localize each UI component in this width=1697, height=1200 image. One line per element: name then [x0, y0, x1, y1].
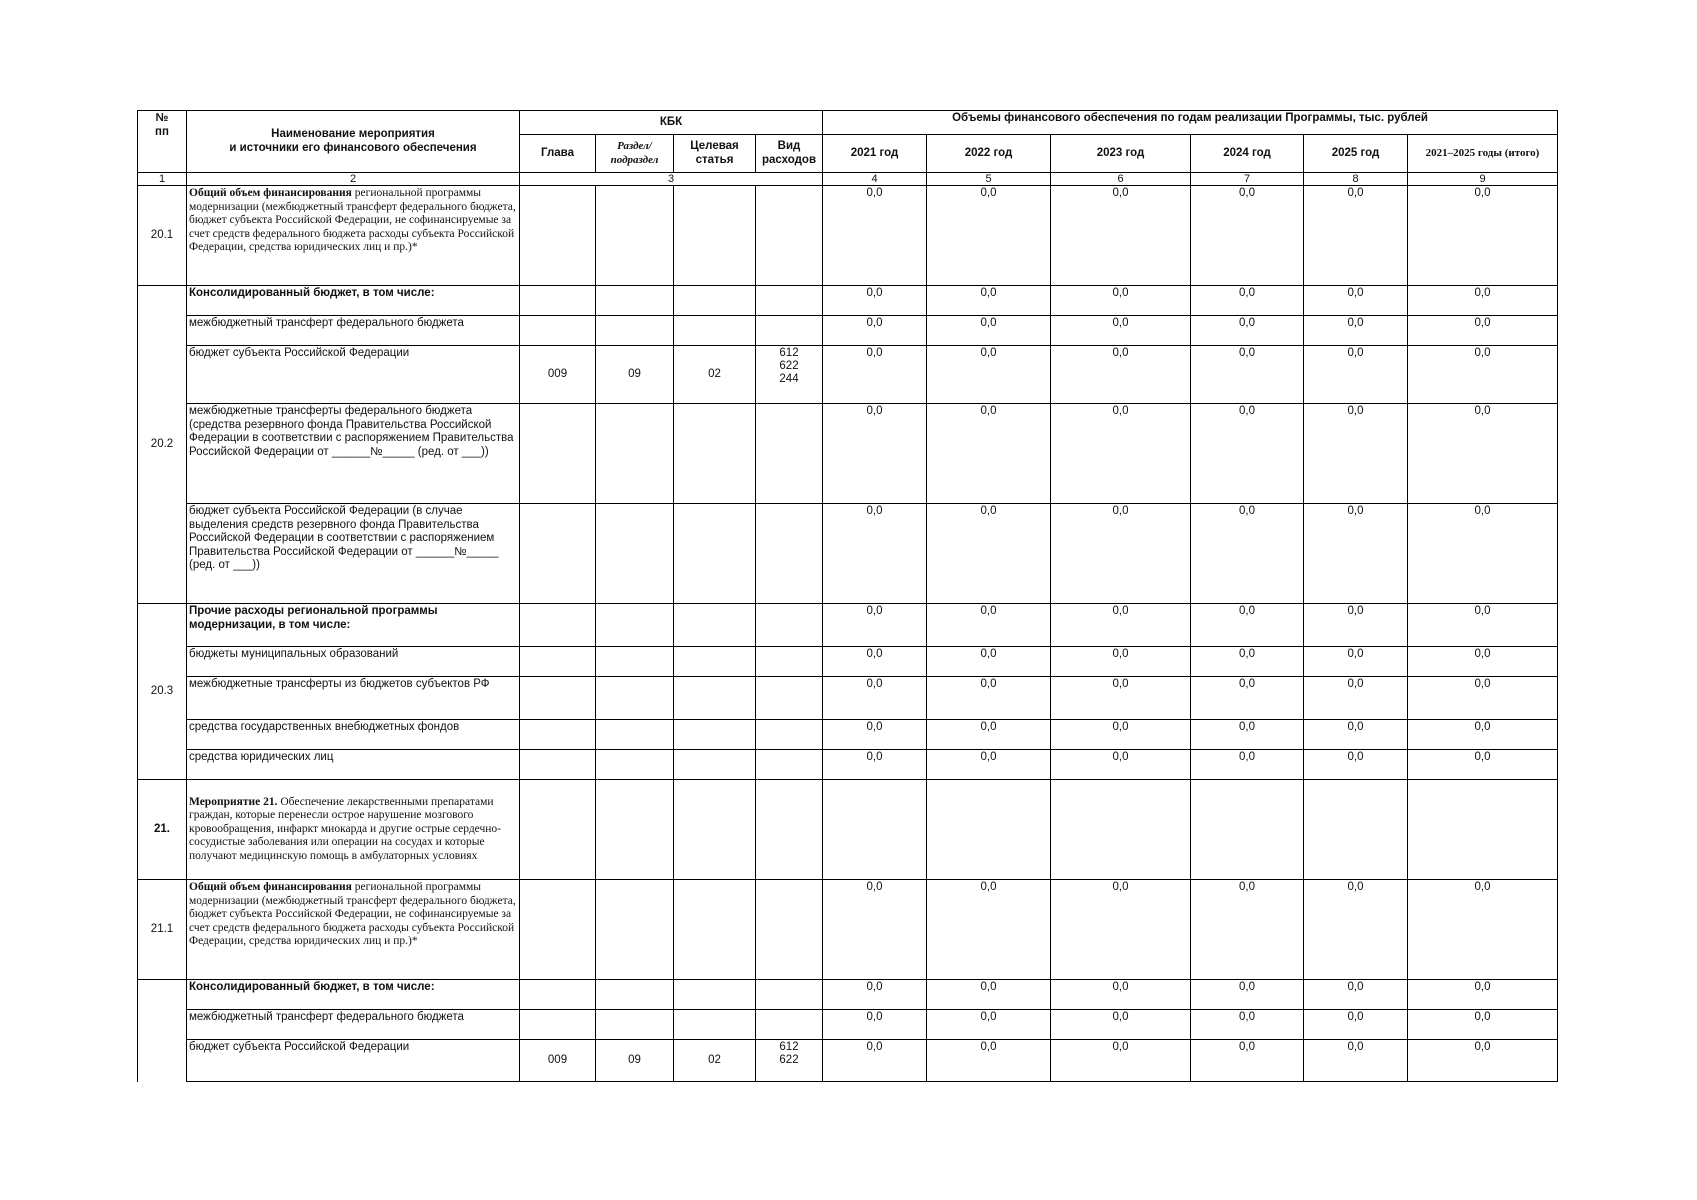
- table-row: [138, 186, 1558, 286]
- value-cell: 0,0: [823, 404, 927, 504]
- table-row: [138, 286, 1558, 316]
- header-glava: Глава: [520, 135, 596, 173]
- header-year-2022: 2022 год: [927, 135, 1051, 173]
- row-title: Консолидированный бюджет, в том числе:: [187, 980, 520, 1010]
- table-row: [138, 677, 1558, 720]
- value-cell: 0,0: [1191, 404, 1304, 504]
- table-row: [138, 1040, 1558, 1082]
- kbk-celevaya: 02: [674, 346, 756, 404]
- value-cell: 0,0: [823, 750, 927, 780]
- value-cell: 0,0: [1191, 1040, 1304, 1082]
- header-vid: Вид расходов: [756, 135, 823, 173]
- kbk-razdel: 09: [596, 1040, 674, 1082]
- value-cell: 0,0: [1191, 604, 1304, 647]
- header-year-2021: 2021 год: [823, 135, 927, 173]
- row-number: 21.1: [138, 880, 187, 980]
- header-year-2023: 2023 год: [1051, 135, 1191, 173]
- row-title: средства юридических лиц: [187, 750, 520, 780]
- col-number: 5: [927, 173, 1051, 186]
- value-cell: 0,0: [927, 346, 1051, 404]
- kbk-vid: 612 622: [756, 1040, 823, 1082]
- value-cell: 0,0: [1191, 504, 1304, 604]
- header-num: № пп: [138, 111, 187, 173]
- row-title: межбюджетный трансферт федерального бюджета: [187, 316, 520, 346]
- value-cell: 0,0: [1191, 316, 1304, 346]
- row-title: [187, 880, 520, 980]
- row-number: 20.1: [138, 186, 187, 286]
- row-title: бюджет субъекта Российской Федерации (в случае выделения средств резервного фонда Правительства Российской Федерации в соответствии с распоряжением Правительства Российской Федерации от ______№_____ (ред. от ___)): [187, 504, 520, 604]
- value-cell: 0,0: [1191, 346, 1304, 404]
- table-row: [138, 504, 1558, 604]
- value-cell: 0,0: [1304, 980, 1408, 1010]
- value-cell: 0,0: [1408, 980, 1558, 1010]
- value-cell: 0,0: [1408, 1040, 1558, 1082]
- value-cell: 0,0: [1191, 286, 1304, 316]
- row-title: [187, 186, 520, 286]
- col-number: 4: [823, 173, 927, 186]
- col-number: 3: [520, 173, 823, 186]
- value-cell: 0,0: [823, 316, 927, 346]
- value-cell: 0,0: [1051, 647, 1191, 677]
- value-cell: 0,0: [927, 1010, 1051, 1040]
- col-number: 9: [1408, 173, 1558, 186]
- table-row: [138, 346, 1558, 404]
- value-cell: 0,0: [823, 1010, 927, 1040]
- value-cell: 0,0: [1408, 720, 1558, 750]
- value-cell: 0,0: [1051, 1010, 1191, 1040]
- header-year-2025: 2025 год: [1304, 135, 1408, 173]
- value-cell: 0,0: [823, 1040, 927, 1082]
- row-number: 20.2: [138, 286, 187, 604]
- value-cell: 0,0: [1051, 880, 1191, 980]
- row-title-bold: Общий объем финансирования: [189, 881, 352, 893]
- value-cell: 0,0: [1051, 286, 1191, 316]
- row-title-bold: Мероприятие 21.: [189, 795, 278, 808]
- value-cell: 0,0: [927, 604, 1051, 647]
- value-cell: 0,0: [823, 346, 927, 404]
- value-cell: 0,0: [1304, 346, 1408, 404]
- value-cell: 0,0: [823, 647, 927, 677]
- value-cell: 0,0: [1304, 316, 1408, 346]
- value-cell: 0,0: [927, 316, 1051, 346]
- table-row: [138, 404, 1558, 504]
- value-cell: 0,0: [1051, 720, 1191, 750]
- header-volumes: Объемы финансового обеспечения по годам реализации Программы, тыс. рублей: [823, 111, 1558, 135]
- row-number-empty: [138, 980, 187, 1082]
- row-title-rest: региональной программы модернизации (межбюджетный трансферт федерального бюджета, бюджет субъекта Российской Федерации, не софинансируемые за счет средств федерального бюджета расходы субъекта Российской Федерации, средства юридических лиц и пр.)*: [189, 881, 516, 947]
- value-cell: 0,0: [823, 980, 927, 1010]
- header-name: Наименование мероприятия и источники его финансового обеспечения: [187, 111, 520, 173]
- header-kbk: КБК: [520, 111, 823, 135]
- row-title: Прочие расходы региональной программы модернизации, в том числе:: [187, 604, 520, 647]
- value-cell: 0,0: [1304, 186, 1408, 286]
- value-cell: 0,0: [1304, 504, 1408, 604]
- col-number: 7: [1191, 173, 1304, 186]
- value-cell: 0,0: [927, 677, 1051, 720]
- value-cell: 0,0: [1304, 677, 1408, 720]
- kbk-vid: 612 622 244: [756, 346, 823, 404]
- row-title-rest: Обеспечение лекарственными препаратами граждан, которые перенесли острое нарушение мозгового кровообращения, инфаркт миокарда и другие острые сердечно-сосудистые заболевания или операции на сосудах и которые получают медицинскую помощь в амбулаторных условиях: [189, 795, 502, 862]
- value-cell: 0,0: [1191, 980, 1304, 1010]
- value-cell: 0,0: [1304, 1010, 1408, 1040]
- value-cell: 0,0: [1191, 1010, 1304, 1040]
- value-cell: 0,0: [823, 720, 927, 750]
- value-cell: 0,0: [1408, 880, 1558, 980]
- value-cell: 0,0: [1304, 604, 1408, 647]
- value-cell: 0,0: [1191, 750, 1304, 780]
- row-number: 20.3: [138, 604, 187, 780]
- header-celevaya: Целевая статья: [674, 135, 756, 173]
- table-row: [138, 647, 1558, 677]
- value-cell: 0,0: [1191, 720, 1304, 750]
- value-cell: 0,0: [1408, 750, 1558, 780]
- header-year-total: 2021–2025 годы (итого): [1408, 135, 1558, 173]
- row-title: межбюджетный трансферт федерального бюджета: [187, 1010, 520, 1040]
- value-cell: 0,0: [1408, 186, 1558, 286]
- value-cell: 0,0: [927, 647, 1051, 677]
- value-cell: 0,0: [1408, 677, 1558, 720]
- table-row: [138, 980, 1558, 1010]
- col-number: 2: [187, 173, 520, 186]
- financing-table: [137, 110, 1558, 1082]
- value-cell: 0,0: [1304, 286, 1408, 316]
- header-row-1: [138, 111, 1558, 135]
- table-row: [138, 750, 1558, 780]
- col-number: 8: [1304, 173, 1408, 186]
- value-cell: 0,0: [1408, 316, 1558, 346]
- value-cell: 0,0: [927, 750, 1051, 780]
- value-cell: 0,0: [1408, 604, 1558, 647]
- value-cell: 0,0: [1051, 316, 1191, 346]
- value-cell: 0,0: [1408, 404, 1558, 504]
- value-cell: 0,0: [1051, 604, 1191, 647]
- value-cell: 0,0: [1051, 186, 1191, 286]
- table-row: [138, 316, 1558, 346]
- value-cell: 0,0: [927, 286, 1051, 316]
- value-cell: 0,0: [927, 880, 1051, 980]
- value-cell: 0,0: [1191, 186, 1304, 286]
- value-cell: 0,0: [927, 504, 1051, 604]
- value-cell: 0,0: [1304, 720, 1408, 750]
- value-cell: 0,0: [1191, 880, 1304, 980]
- col-number: 1: [138, 173, 187, 186]
- row-title: Консолидированный бюджет, в том числе:: [187, 286, 520, 316]
- value-cell: 0,0: [1408, 346, 1558, 404]
- row-title: межбюджетные трансферты из бюджетов субъектов РФ: [187, 677, 520, 720]
- row-number: 21.: [138, 780, 187, 880]
- row-title: межбюджетные трансферты федерального бюджета (средства резервного фонда Правительства Российской Федерации в соответствии с распоряжением Правительства Российской Федерации от ______№_____ (ред. от ___)): [187, 404, 520, 504]
- col-number: 6: [1051, 173, 1191, 186]
- value-cell: 0,0: [823, 880, 927, 980]
- value-cell: 0,0: [1051, 404, 1191, 504]
- value-cell: 0,0: [1051, 980, 1191, 1010]
- value-cell: 0,0: [1408, 504, 1558, 604]
- value-cell: 0,0: [823, 186, 927, 286]
- kbk-celevaya: 02: [674, 1040, 756, 1082]
- row-title: бюджеты муниципальных образований: [187, 647, 520, 677]
- row-title: [187, 780, 520, 880]
- value-cell: 0,0: [927, 404, 1051, 504]
- row-title: бюджет субъекта Российской Федерации: [187, 1040, 520, 1082]
- value-cell: 0,0: [823, 604, 927, 647]
- value-cell: 0,0: [1304, 404, 1408, 504]
- value-cell: 0,0: [1408, 1010, 1558, 1040]
- row-title-rest: региональной программы модернизации (межбюджетный трансферт федерального бюджета, бюджет субъекта Российской Федерации, не софинансируемые за счет средств федерального бюджета расходы субъекта Российской Федерации, средства юридических лиц и пр.)*: [189, 187, 516, 253]
- value-cell: 0,0: [1051, 504, 1191, 604]
- table-row: [138, 780, 1558, 880]
- kbk-glava: 009: [520, 1040, 596, 1082]
- value-cell: 0,0: [823, 504, 927, 604]
- kbk-razdel: 09: [596, 346, 674, 404]
- row-title-bold: Общий объем финансирования: [189, 187, 352, 199]
- table-row: [138, 604, 1558, 647]
- table-row: [138, 1010, 1558, 1040]
- value-cell: 0,0: [1408, 286, 1558, 316]
- value-cell: 0,0: [1051, 346, 1191, 404]
- value-cell: 0,0: [1304, 647, 1408, 677]
- value-cell: 0,0: [1051, 1040, 1191, 1082]
- value-cell: 0,0: [927, 980, 1051, 1010]
- value-cell: 0,0: [927, 186, 1051, 286]
- header-razdel: Раздел/ подраздел: [596, 135, 674, 173]
- row-title: средства государственных внебюджетных фондов: [187, 720, 520, 750]
- value-cell: 0,0: [823, 677, 927, 720]
- value-cell: 0,0: [927, 720, 1051, 750]
- header-year-2024: 2024 год: [1191, 135, 1304, 173]
- kbk-glava: 009: [520, 346, 596, 404]
- value-cell: 0,0: [1304, 1040, 1408, 1082]
- table-row: [138, 880, 1558, 980]
- value-cell: 0,0: [1051, 750, 1191, 780]
- value-cell: 0,0: [1191, 647, 1304, 677]
- value-cell: 0,0: [823, 286, 927, 316]
- value-cell: 0,0: [1304, 750, 1408, 780]
- financing-table-page: [137, 110, 1557, 1082]
- row-title: бюджет субъекта Российской Федерации: [187, 346, 520, 404]
- value-cell: 0,0: [1408, 647, 1558, 677]
- value-cell: 0,0: [1304, 880, 1408, 980]
- column-numbers-row: [138, 173, 1558, 186]
- table-row: [138, 720, 1558, 750]
- value-cell: 0,0: [1051, 677, 1191, 720]
- value-cell: 0,0: [1191, 677, 1304, 720]
- value-cell: 0,0: [927, 1040, 1051, 1082]
